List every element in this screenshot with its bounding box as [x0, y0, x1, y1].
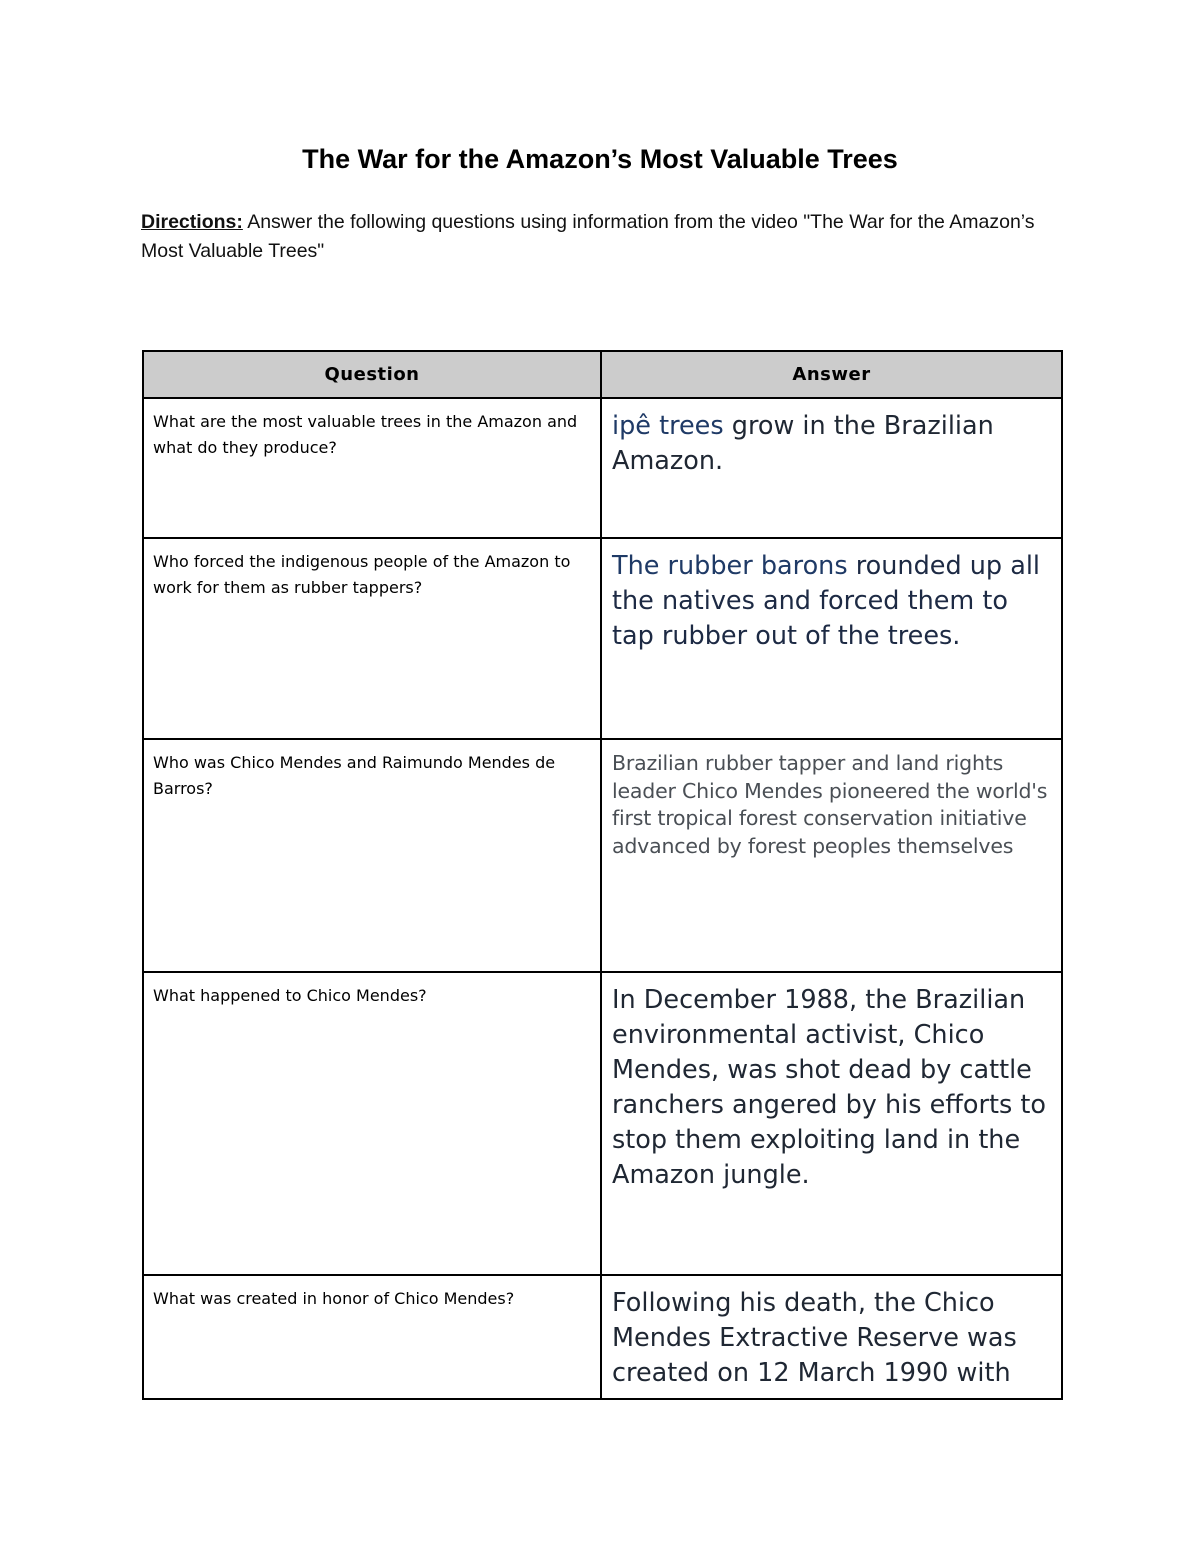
directions-paragraph — [141, 208, 1061, 266]
question-cell — [143, 398, 601, 538]
question-text: Who forced the indigenous people of the Amazon to work for them as rubber tappers? — [153, 552, 571, 597]
table-row — [143, 398, 1062, 538]
answer-rest: rounded up all the natives and forced them to tap rubber out of the trees. — [612, 551, 1040, 651]
table-row — [143, 538, 1062, 739]
question-cell — [143, 1275, 601, 1399]
answer-cell — [601, 1275, 1062, 1399]
table-row — [143, 739, 1062, 972]
answer-column-header: Answer — [601, 351, 1062, 398]
question-text: Who was Chico Mendes and Raimundo Mendes de Barros? — [153, 753, 556, 798]
question-text: What are the most valuable trees in the Amazon and what do they produce? — [153, 412, 578, 457]
answer-text: Following his death, the Chico Mendes Extractive Reserve was created on 12 March 1990 with — [612, 1288, 1017, 1388]
answer-text — [602, 539, 1061, 654]
directions-label: Directions: — [141, 211, 243, 233]
answer-rest: grow in the Brazilian Amazon. — [612, 411, 994, 476]
question-text: What happened to Chico Mendes? — [153, 986, 427, 1005]
answer-highlight: The rubber barons — [612, 551, 848, 581]
page-title: The War for the Amazon’s Most Valuable Trees — [302, 144, 898, 174]
answer-text: In December 1988, the Brazilian environmental activist, Chico Mendes, was shot dead by cattle ranchers angered by his efforts to stop them exploiting land in the Amazon jungle. — [612, 985, 1046, 1190]
question-cell — [143, 538, 601, 739]
question-cell — [143, 972, 601, 1275]
answer-cell — [601, 538, 1062, 739]
answer-text: Brazilian rubber tapper and land rights leader Chico Mendes pioneered the world's first tropical forest conservation initiative advanced by forest peoples themselves — [612, 751, 1048, 858]
table-row — [143, 1275, 1062, 1399]
question-text: What was created in honor of Chico Mendes? — [153, 1289, 515, 1308]
table-row — [143, 972, 1062, 1275]
answer-text — [602, 399, 1061, 479]
answer-cell — [601, 398, 1062, 538]
table-header-row — [143, 351, 1062, 398]
answer-highlight: ipê trees — [612, 411, 724, 441]
question-answer-table — [142, 350, 1063, 1400]
directions-text: Answer the following questions using information from the video "The War for the Amazon’s Most Valuable Trees" — [141, 211, 1035, 262]
answer-cell — [601, 739, 1062, 972]
question-cell — [143, 739, 601, 972]
question-column-header: Question — [143, 351, 601, 398]
answer-cell — [601, 972, 1062, 1275]
